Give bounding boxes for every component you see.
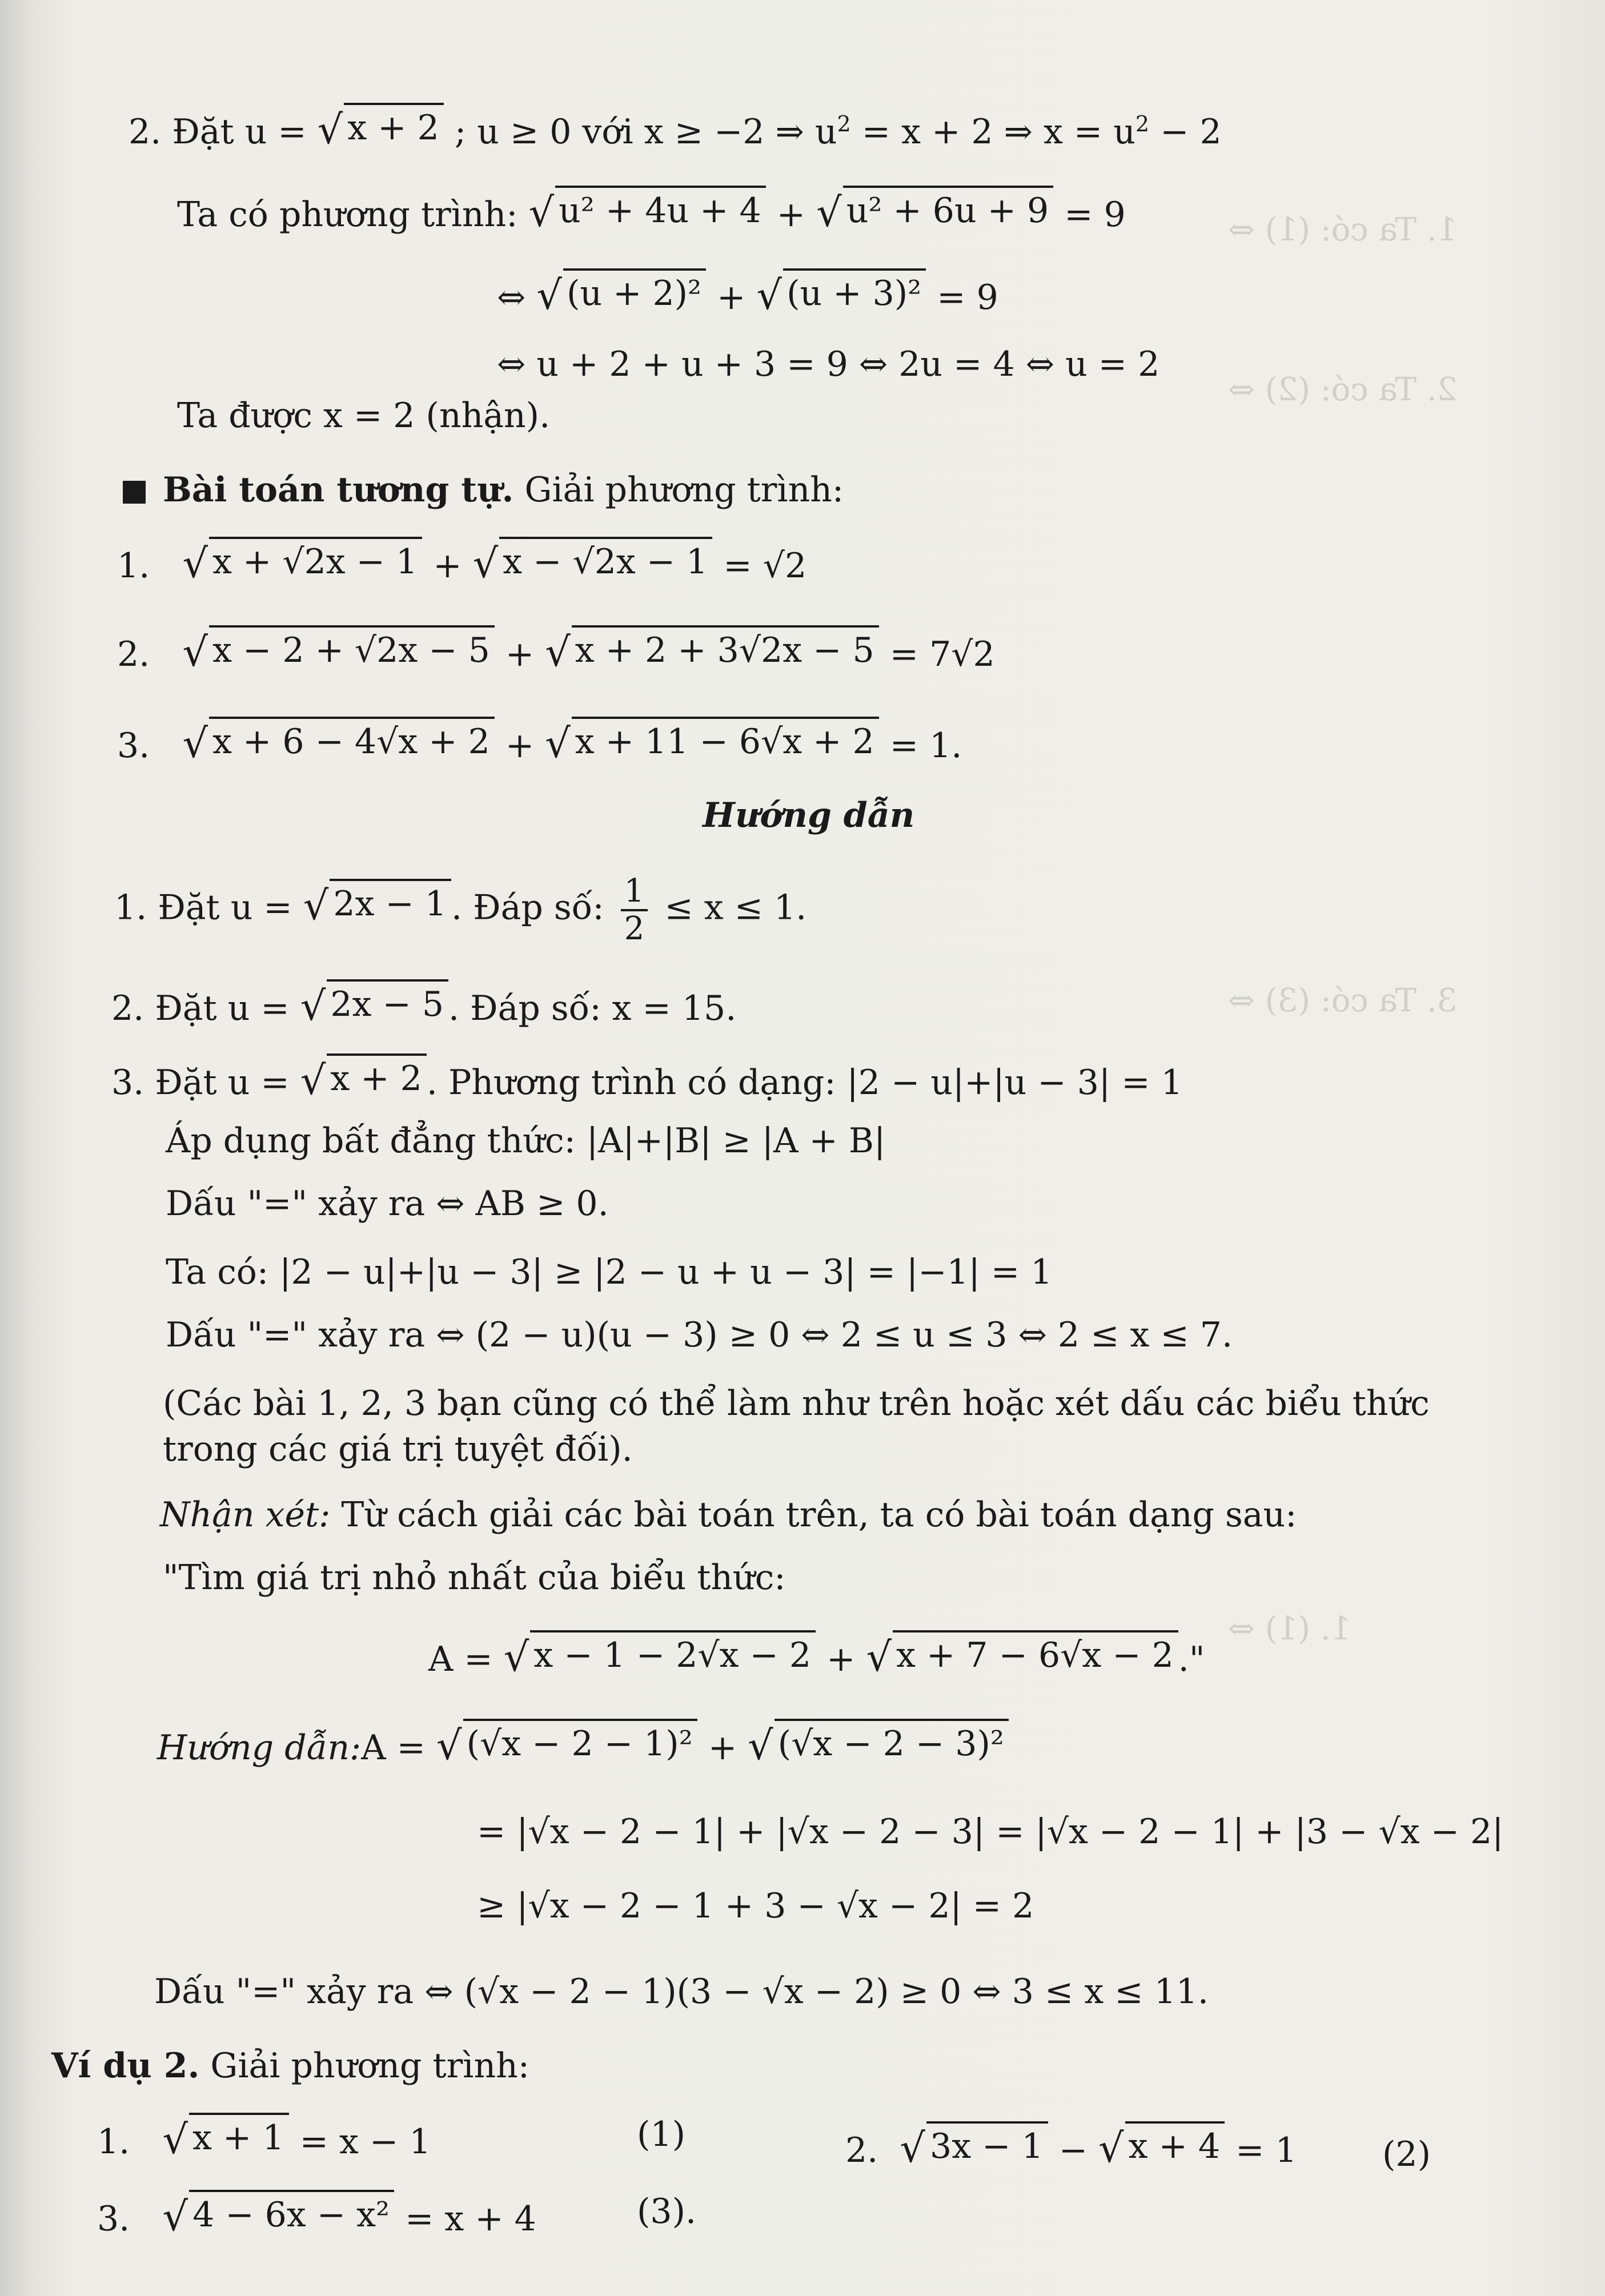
- similar-heading: [123, 468, 844, 512]
- text: = 9: [937, 278, 998, 317]
- sqrt: √ x + √2x − 1: [182, 537, 422, 584]
- sqrt: √ x − 1 − 2√x − 2: [504, 1630, 816, 1677]
- text: Bài toán tương tự.: [163, 470, 514, 510]
- sol2-line1: 2. Đặt u = √ x + 2 ; u ≥ 0 với x ≥ −2 ⇒ $u^2 = x + 2$ ⇒ $x = u^2 - 2$: [129, 103, 1222, 154]
- text: 3. Đặt u =: [111, 1063, 290, 1103]
- sqrt: √ (u + 2)²: [536, 268, 706, 315]
- text: A =: [361, 1728, 426, 1768]
- text: 2. Đặt u =: [111, 988, 290, 1028]
- bleed-through-text: 1. (1) ⇔: [1228, 1610, 1351, 1647]
- guide-3: [111, 1053, 1183, 1104]
- radicand: x − √2x − 1: [499, 537, 712, 584]
- text: ; u ≥ 0 với x ≥ −2 ⇒ u: [454, 112, 837, 152]
- sqrt: √ x + 1: [162, 2113, 288, 2160]
- radicand: x + 11 − 6√x + 2: [572, 717, 879, 763]
- sqrt: √ 2x − 1: [303, 879, 451, 926]
- radicand: 2x − 5: [327, 979, 448, 1026]
- text: .": [1178, 1639, 1205, 1679]
- sol2-line5: Ta được x = 2 (nhận).: [177, 396, 551, 436]
- text: 2.: [845, 2130, 878, 2170]
- sqrt: √ 2x − 5: [300, 979, 448, 1026]
- guide-9: trong các giá trị tuyệt đối).: [163, 1429, 633, 1469]
- sqrt: √ x + 2: [318, 103, 444, 150]
- text: 3.: [117, 726, 150, 766]
- similar-problem-1: 1. √ x + √2x − 1 + √ x − √2x − 1 = √2: [117, 537, 806, 588]
- remark-hint-line4: Dấu "=" xảy ra ⇔ (√x − 2 − 1)(3 − √x − 2) ≥ 0 ⇔ 3 ≤ x ≤ 11.: [154, 1972, 1209, 2012]
- numerator: 1: [621, 874, 648, 911]
- text: A =: [428, 1639, 493, 1679]
- radicand: 4 − 6x − x²: [189, 2190, 394, 2237]
- text: . Phương trình có dạng: |2 − u|+|u − 3| = 1: [426, 1063, 1183, 1103]
- square-bullet-icon: [123, 481, 146, 504]
- text: Ta có phương trình:: [177, 195, 518, 235]
- text: . Đáp số:: [451, 887, 604, 928]
- sqrt: √ x − √2x − 1: [473, 537, 713, 584]
- similar-problem-2: 2. √ x − 2 + √2x − 5 + √ x + 2 + 3√2x − 5 = 7√2: [117, 625, 995, 676]
- text: 2. Đặt u =: [129, 112, 307, 152]
- example-tag-1: (1): [637, 2114, 685, 2154]
- remark-quote: "Tìm giá trị nhỏ nhất của biểu thức:: [163, 1558, 786, 1598]
- radicand: x + 1: [189, 2113, 288, 2160]
- sqrt: √ x + 11 − 6√x + 2: [545, 717, 878, 763]
- remark-hint-line1: Hướng dẫn:A = √ (√x − 2 − 1)² + √ (√x − 2 − 3)²: [157, 1719, 1009, 1770]
- radicand: 2x − 1: [330, 879, 451, 926]
- remark-line: [160, 1493, 1297, 1537]
- radicand: x + 2: [327, 1053, 426, 1100]
- radicand: u² + 6u + 9: [843, 186, 1054, 232]
- radicand: x + 7 − 6√x − 2: [893, 1630, 1178, 1677]
- example-tag-3: (3).: [637, 2192, 697, 2231]
- example-tag-2: (2): [1382, 2134, 1431, 2174]
- text: . Đáp số: x = 15.: [448, 988, 737, 1028]
- text: Từ cách giải các bài toán trên, ta có bài toán dạng sau:: [330, 1495, 1297, 1535]
- remark-expression-A: A = √ x − 1 − 2√x − 2 + √ x + 7 − 6√x − 2 .": [428, 1630, 1205, 1681]
- guide-4: Áp dụng bất đẳng thức: |A|+|B| ≥ |A + B|: [166, 1121, 886, 1161]
- text: Giải phương trình:: [513, 470, 844, 510]
- example-eq-3: [97, 2190, 536, 2241]
- example-eq-2: 2. √ 3x − 1 − √ x + 4 = 1: [845, 2121, 1297, 2172]
- radicand: x + √2x − 1: [209, 537, 422, 584]
- text: 1.: [97, 2122, 130, 2162]
- radicand: x + 6 − 4√x + 2: [209, 717, 495, 763]
- sqrt: √ x + 7 − 6√x − 2: [866, 1630, 1178, 1677]
- text: ≤ x ≤ 1.: [664, 887, 807, 928]
- sol2-line4: ⇔ u + 2 + u + 3 = 9 ⇔ 2u = 4 ⇔ u = 2: [497, 344, 1160, 384]
- bleed-through-text: 3. Ta có: (3) ⇔: [1228, 982, 1458, 1019]
- text: Hướng dẫn:: [157, 1728, 362, 1768]
- guide-5: Dấu "=" xảy ra ⇔ AB ≥ 0.: [166, 1184, 609, 1224]
- bleed-through-text: 1. Ta có: (1) ⇔: [1228, 211, 1458, 248]
- remark-hint-line2: = |√x − 2 − 1| + |√x − 2 − 3| = |√x − 2 − 1| + |3 − √x − 2|: [477, 1812, 1504, 1852]
- text: = x + 2 ⇒ x = u: [850, 112, 1135, 152]
- text: = 7√2: [889, 634, 995, 674]
- text: Ví dụ 2.: [51, 2046, 200, 2086]
- sqrt: √ (√x − 2 − 3)²: [748, 1719, 1009, 1766]
- radicand: x − 1 − 2√x − 2: [530, 1630, 816, 1677]
- sqrt: √ (√x − 2 − 1)²: [436, 1719, 697, 1766]
- sol2-line3: ⇔ √ (u + 2)² + √ (u + 3)² = 9: [497, 268, 998, 319]
- text: 1.: [117, 546, 150, 586]
- sqrt: √ x + 4: [1098, 2121, 1225, 2168]
- text: = 9: [1064, 195, 1126, 235]
- sqrt: √ x + 2 + 3√2x − 5: [545, 625, 878, 672]
- radicand: x + 2: [344, 103, 443, 150]
- guide-6: Ta có: |2 − u|+|u − 3| ≥ |2 − u + u − 3| = |−1| = 1: [166, 1252, 1053, 1292]
- text: 2.: [117, 634, 150, 674]
- radicand: (u + 3)²: [783, 268, 926, 315]
- guide-8: (Các bài 1, 2, 3 bạn cũng có thể làm như trên hoặc xét dấu các biểu thức: [163, 1384, 1430, 1424]
- fraction: [621, 874, 648, 947]
- sol2-line2: Ta có phương trình: √ u² + 4u + 4 + √ u² + 6u + 9 = 9: [177, 186, 1126, 236]
- text: 1. Đặt u =: [114, 887, 292, 928]
- guide-1: [114, 874, 806, 947]
- example-heading: [51, 2044, 529, 2088]
- text: = 1.: [889, 726, 962, 766]
- radicand: 3x − 1: [926, 2121, 1048, 2168]
- guide-7: Dấu "=" xảy ra ⇔ (2 − u)(u − 3) ≥ 0 ⇔ 2 ≤ u ≤ 3 ⇔ 2 ≤ x ≤ 7.: [166, 1315, 1233, 1355]
- sqrt: √ x − 2 + √2x − 5: [182, 625, 494, 672]
- sqrt: √ u² + 4u + 4: [529, 186, 766, 232]
- sqrt: √ u² + 6u + 9: [816, 186, 1053, 232]
- text: 3.: [97, 2199, 130, 2239]
- text: = √2: [723, 546, 807, 586]
- sqrt: √ x + 6 − 4√x + 2: [182, 717, 494, 763]
- similar-problem-3: 3. √ x + 6 − 4√x + 2 + √ x + 11 − 6√x + 2 = 1.: [117, 717, 962, 767]
- text: = x + 4: [405, 2199, 536, 2239]
- bleed-through-text: 2. Ta có: (2) ⇔: [1228, 371, 1458, 408]
- radicand: x + 4: [1125, 2121, 1225, 2168]
- radicand: (u + 2)²: [563, 268, 706, 315]
- remark-hint-line3: ≥ |√x − 2 − 1 + 3 − √x − 2| = 2: [477, 1886, 1034, 1926]
- sqrt: √ 3x − 1: [900, 2121, 1048, 2168]
- radicand: u² + 4u + 4: [555, 186, 766, 232]
- text: = x − 1: [299, 2122, 431, 2162]
- radicand: x + 2 + 3√2x − 5: [572, 625, 879, 672]
- text: = 1: [1235, 2130, 1297, 2170]
- text: ⇔: [497, 278, 526, 317]
- radicand: x − 2 + √2x − 5: [209, 625, 495, 672]
- sqrt: √ 4 − 6x − x²: [162, 2190, 394, 2237]
- denominator: 2: [624, 910, 645, 947]
- text: − 2: [1149, 112, 1222, 152]
- sqrt: √ (u + 3)²: [757, 268, 926, 315]
- radicand: (√x − 2 − 1)²: [463, 1719, 697, 1766]
- text: Giải phương trình:: [199, 2046, 529, 2086]
- radicand: (√x − 2 − 3)²: [775, 1719, 1009, 1766]
- example-eq-1: [97, 2113, 431, 2164]
- text: Nhận xét:: [160, 1495, 331, 1535]
- guide-heading: Hướng dẫn: [703, 795, 915, 835]
- guide-2: [111, 979, 736, 1030]
- sqrt: √ x + 2: [300, 1053, 427, 1100]
